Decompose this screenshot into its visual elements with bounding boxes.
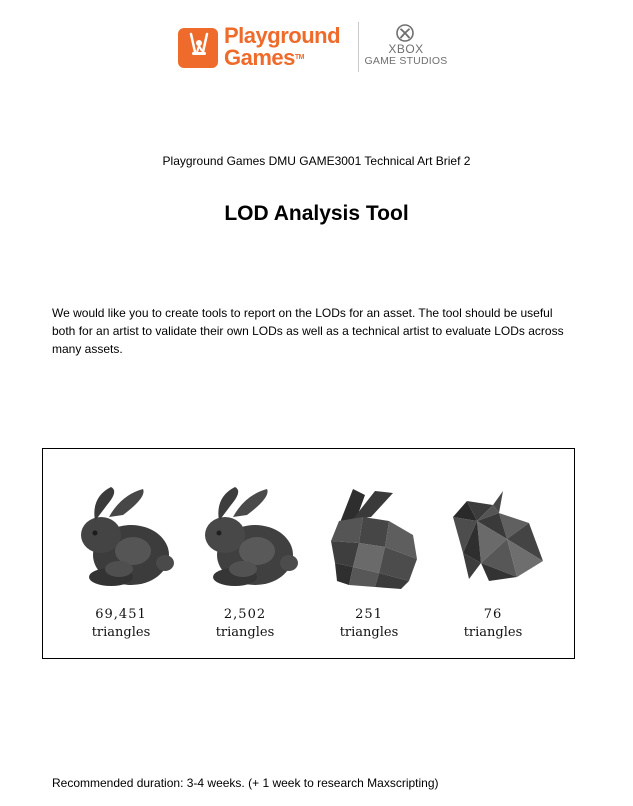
intro-paragraph: We would like you to create tools to report on the LODs for an asset. The tool should be useful both for an artist to validate their own LODs as well as a technical artist to evaluate LODs across many assets. xyxy=(52,306,564,356)
page-title: LOD Analysis Tool xyxy=(224,202,409,225)
xbox-logo-line1: XBOX xyxy=(388,42,424,56)
xbox-icon xyxy=(396,24,414,42)
recommended-duration: Recommended duration: 3-4 weeks. (+ 1 week to research Maxscripting) xyxy=(52,776,439,790)
triangle-label: triangles xyxy=(339,625,399,640)
triangle-count: 69,451 xyxy=(95,607,147,622)
triangle-label: triangles xyxy=(91,625,151,640)
lod-item xyxy=(431,477,555,647)
triangle-label: triangles xyxy=(215,625,275,640)
triangle-label: triangles xyxy=(463,625,523,640)
bunny-very-low-detail-image xyxy=(433,477,553,597)
bunny-low-detail-image xyxy=(309,477,429,597)
xbox-logo-line2: GAME STUDIOS xyxy=(364,55,448,67)
xbox-game-studios-logo-text xyxy=(364,43,448,67)
lod-item xyxy=(307,477,431,647)
lod-figure xyxy=(42,448,575,659)
logo-divider xyxy=(358,22,359,72)
triangle-count: 2,502 xyxy=(223,607,267,622)
triangle-count: 76 xyxy=(483,607,503,622)
triangle-count: 251 xyxy=(355,607,383,622)
logo-bar xyxy=(178,22,448,76)
lod-item xyxy=(183,477,307,647)
playground-games-logo-text xyxy=(224,25,340,69)
bunny-medium-detail-image xyxy=(185,477,305,597)
playground-games-logo-icon xyxy=(178,28,218,68)
playground-logo-line2: Games™ xyxy=(224,45,304,70)
lod-item xyxy=(59,477,183,647)
document-header: Playground Games DMU GAME3001 Technical Art Brief 2 xyxy=(162,154,471,168)
bunny-high-detail-image xyxy=(61,477,181,597)
trademark-mark: TM xyxy=(294,54,304,61)
playground-logo-line1: Playground xyxy=(224,23,341,48)
